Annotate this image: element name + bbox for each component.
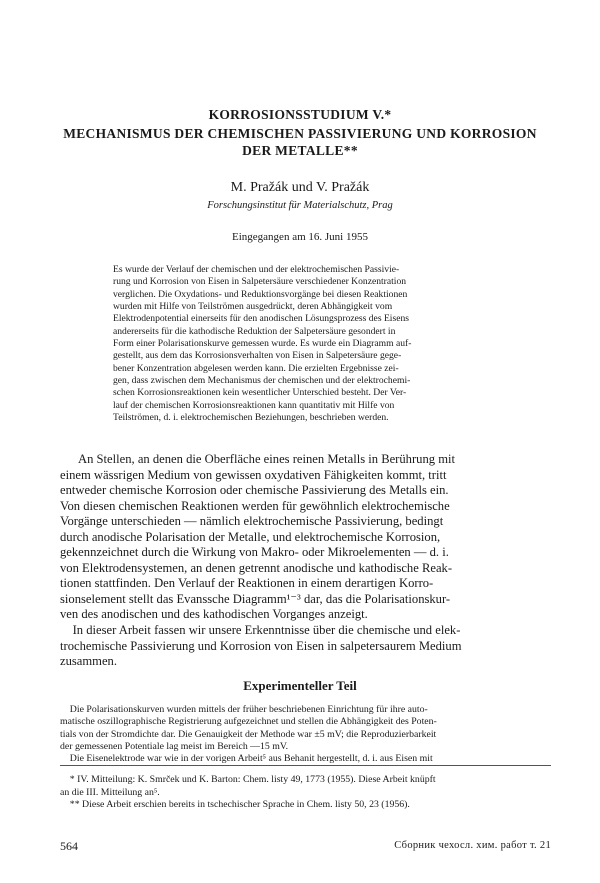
- body-line: In dieser Arbeit fassen wir unsere Erkenntnisse über die chemische und elek-: [60, 623, 461, 638]
- body-line: Vorgänge unterschieden — nämlich elektrochemische Passivierung, bedingt: [60, 514, 444, 529]
- body-line: von Elektrodensystemen, an denen getrennt anodische und kathodische Reak-: [60, 560, 453, 575]
- body-line: sionselement stellt das Evanssche Diagramm¹⁻³ dar, das die Polarisationskur-: [60, 591, 451, 606]
- article-series-title: KORROSIONSSTUDIUM V.*: [208, 107, 392, 122]
- abstract-line: lauf der chemischen Korrosionsreaktionen kann quantitativ mit Hilfe von: [113, 399, 395, 411]
- article-title-line: DER METALLE**: [242, 142, 358, 158]
- footnotes: [60, 774, 551, 812]
- institution: Forschungsinstitut für Materialschutz, Prag: [207, 200, 393, 211]
- abstract-line: Elektrodenpotential einerseits für den anodischen Lösungsprozess des Eisens: [113, 313, 409, 325]
- body-line: gekennzeichnet durch die Wirkung von Makro- oder Mikroelementen — d. i.: [60, 545, 449, 560]
- abstract-line: gestellt, aus dem das Korrosionsverhalten von Eisen in Salpetersäure gege-: [113, 350, 402, 362]
- article-title-line: MECHANISMUS DER CHEMISCHEN PASSIVIERUNG UND KORROSION: [63, 126, 537, 141]
- footnote-line: * IV. Mitteilung: K. Smrček und K. Barton: Chem. listy 49, 1773 (1955). Diese Arbeit knüpft: [60, 774, 436, 785]
- experimental-line: der gemessenen Potentiale lag meist im Bereich —15 mV.: [60, 740, 289, 752]
- experimental-line: tials von der Stromdichte dar. Die Genauigkeit der Methode war ±5 mV; die Reproduzierbarkeit: [60, 728, 437, 740]
- body-line: trochemische Passivierung und Korrosion von Eisen in salpetersaurem Medium: [60, 638, 462, 653]
- experimental-text: [60, 704, 551, 765]
- abstract-line: andererseits für die kathodische Reduktion der Salpetersäure gesondert in: [113, 325, 396, 337]
- experimental-line: Die Eisenelektrode war wie in der vorigen Arbeit⁵ aus Behanit hergestellt, d. i. aus Eisen mit: [60, 753, 433, 765]
- body-line: An Stellen, an denen die Oberfläche eines reinen Metalls in Berührung mit: [78, 452, 455, 466]
- body-line: Von diesen chemischen Reaktionen werden für gewöhnlich elektrochemische: [60, 498, 450, 513]
- abstract-line: Es wurde der Verlauf der chemischen und der elektrochemischen Passivie-: [113, 264, 400, 275]
- body-line: entweder chemische Korrosion oder chemische Passivierung des Metalls ein.: [60, 483, 449, 498]
- body-line: zusammen.: [60, 654, 118, 669]
- authors: M. Pražák und V. Pražák: [230, 180, 370, 195]
- body-text: [60, 452, 551, 670]
- abstract-line: verglichen. Die Oxydations- und Reduktionsvorgänge bei diesen Reaktionen: [113, 288, 408, 300]
- section-heading: Experimenteller Teil: [243, 678, 357, 693]
- abstract-line: Form einer Polarisationskurve gemessen wurde. Es wurde ein Diagramm auf-: [113, 338, 412, 350]
- abstract: [113, 264, 523, 424]
- body-line: durch anodische Polarisation der Metalle, und elektrochemische Korrosion,: [60, 529, 441, 544]
- article-main-title: [40, 126, 560, 159]
- abstract-line: bener Konzentration abgelesen werden kann. Die erzielten Ergebnisse zei-: [113, 362, 399, 374]
- abstract-line: wurden mit Hilfe von Teilströmen ausgedrückt, deren Abhängigkeit vom: [113, 301, 393, 313]
- abstract-line: rung und Korrosion von Eisen in Salpetersäure verschiedener Konzentration: [113, 276, 407, 288]
- experimental-line: Die Polarisationskurven wurden mittels der früher beschriebenen Einrichtung für ihre auto-: [60, 704, 428, 715]
- body-line: einem wässrigen Medium von gewissen oxydativen Fähigkeiten kommt, tritt: [60, 467, 447, 482]
- abstract-line: Teilströmen, d. i. elektrochemischen Beziehungen, beschrieben werden.: [113, 412, 389, 424]
- journal-running-footer: Сборник чехосл. хим. работ т. 21: [394, 840, 551, 851]
- footnote-line: an die III. Mitteilung an⁵.: [60, 786, 160, 798]
- body-line: ven des anodischen und des kathodischen Vorganges anzeigt.: [60, 607, 368, 622]
- footnote-divider: [60, 765, 551, 766]
- experimental-line: matische oszillographische Registrierung aufgezeichnet und stellen die Abhängigkeit des Poten-: [60, 716, 437, 728]
- footnote-line: ** Diese Arbeit erschien bereits in tschechischer Sprache in Chem. listy 50, 23 (1956).: [60, 799, 410, 811]
- abstract-line: schen Korrosionsreaktionen kein wesentlicher Unterschied besteht. Der Ver-: [113, 387, 407, 399]
- body-line: tionen stattfinden. Den Verlauf der Reaktionen in einem derartigen Korro-: [60, 576, 434, 591]
- abstract-line: gen, dass zwischen dem Mechanismus der chemischen und der elektrochemi-: [113, 375, 411, 387]
- page-number: 564: [60, 839, 78, 853]
- received-date: Eingegangen am 16. Juni 1955: [232, 231, 368, 243]
